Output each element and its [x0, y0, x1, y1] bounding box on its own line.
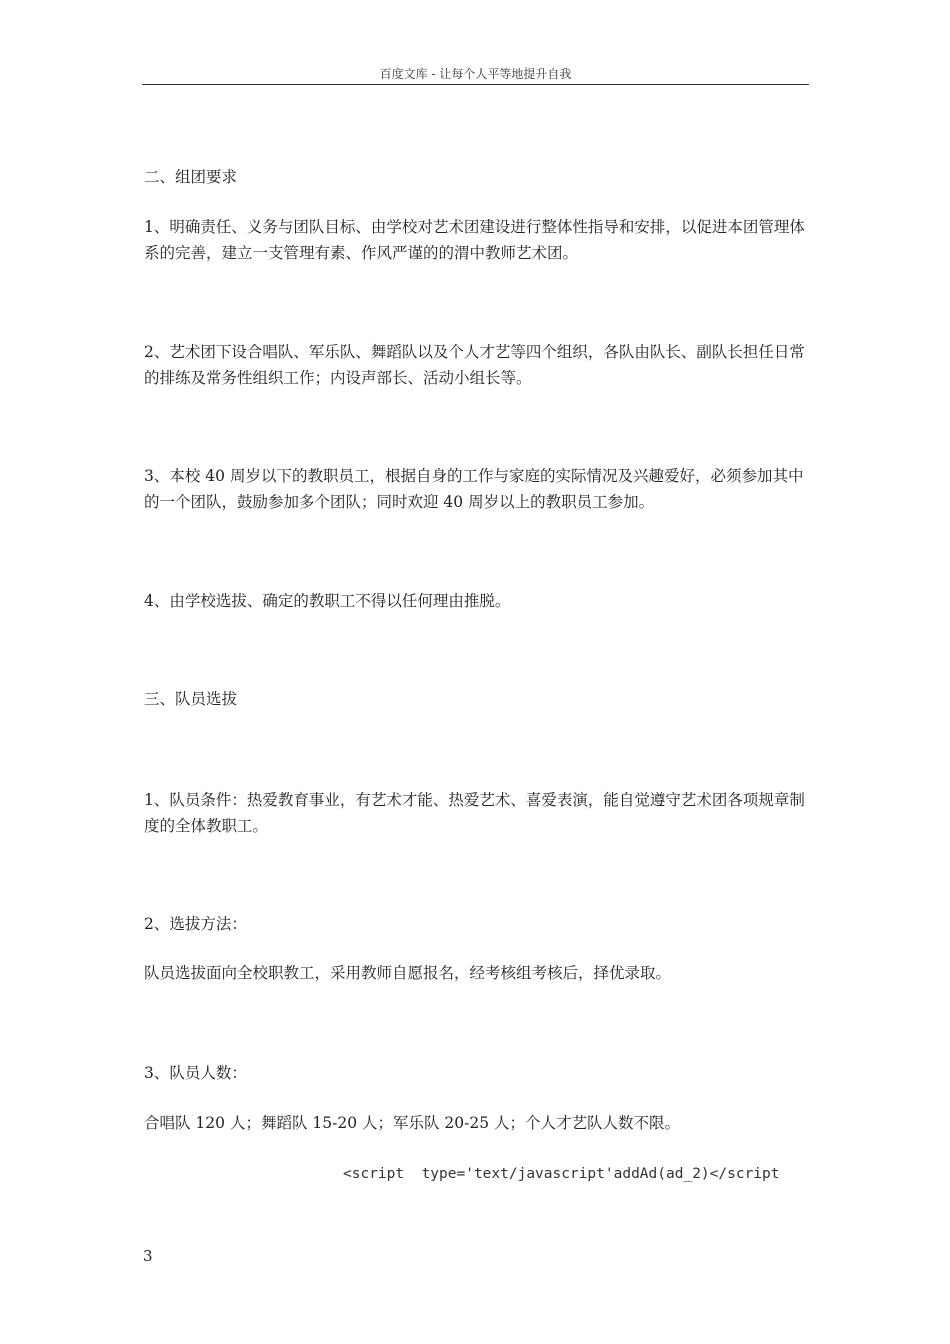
- paragraph-selection-method-body: 队员选拔面向全校职教工，采用教师自愿报名，经考核组考核后，择优录取。: [144, 964, 672, 982]
- paragraph-item-3: 3、本校 40 周岁以下的教职员工，根据自身的工作与家庭的实际情况及兴趣爱好，必须参加其中的一个团队，鼓励参加多个团队；同时欢迎 40 周岁以上的教职员工参加。: [144, 467, 804, 511]
- paragraph-item-1: 1、明确责任、义务与团队目标、由学校对艺术团建设进行整体性指导和安排，以促进本团管理体系的完善，建立一支管理有素、作风严谨的的渭中教师艺术团。: [144, 218, 805, 262]
- paragraph-member-conditions: 1、队员条件：热爱教育事业，有艺术才能、热爱艺术、喜爱表演，能自觉遵守艺术团各项规章制度的全体教职工。: [144, 791, 805, 835]
- paragraph-item-4: 4、由学校选拔、确定的教职工不得以任何理由推脱。: [144, 592, 511, 610]
- paragraph-item-2: 2、艺术团下设合唱队、军乐队、舞蹈队以及个人才艺等四个组织，各队由队长、副队长担任日常的排练及常务性组织工作；内设声部长、活动小组长等。: [144, 343, 805, 387]
- page-header: 百度文库 - 让每个人平等地提升自我: [142, 66, 809, 85]
- section-heading-member-selection: 三、队员选拔: [144, 690, 238, 708]
- paragraph-selection-method-title: 2、选拔方法：: [144, 915, 247, 933]
- page-number: 3: [143, 1247, 153, 1265]
- paragraph-member-count-title: 3、队员人数：: [144, 1064, 247, 1082]
- paragraph-member-count-body: 合唱队 120 人；舞蹈队 15-20 人；军乐队 20-25 人；个人才艺队人数不限。: [144, 1114, 681, 1132]
- section-heading-group-requirements: 二、组团要求: [144, 168, 238, 186]
- script-code-line: <script type='text/javascript'addAd(ad_2)</script: [343, 1166, 780, 1182]
